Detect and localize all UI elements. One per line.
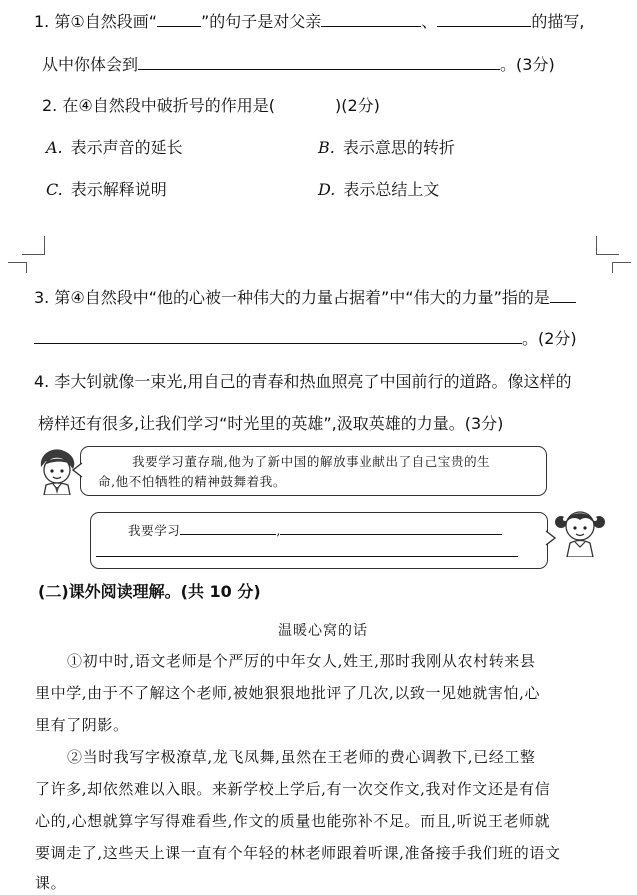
q3-blank-end[interactable] xyxy=(550,284,576,303)
q3-line2 xyxy=(34,325,577,349)
answer-comma: , xyxy=(276,523,281,538)
answer-prefix: 我要学习 xyxy=(128,523,181,538)
q1-text-c: 、 xyxy=(421,12,438,31)
q3-blank[interactable] xyxy=(34,325,522,344)
paragraph-2-line-2: 了许多,却依然难以入眼。来新学校上学后,有一次交作文,我对作文还是有信 xyxy=(35,780,551,798)
q1-blank-1[interactable] xyxy=(321,8,421,27)
q1-blank-3[interactable] xyxy=(138,51,500,70)
option-letter: B. xyxy=(318,138,335,157)
paragraph-2-line-5: 课。 xyxy=(35,874,67,892)
option-text: 表示解释说明 xyxy=(70,180,167,199)
q1-blank-quote[interactable] xyxy=(157,8,201,27)
q2-option-d[interactable] xyxy=(318,177,439,200)
q1-text-b: ”的句子是对父亲 xyxy=(201,12,322,31)
q2-option-a[interactable] xyxy=(46,135,183,158)
paragraph-2-line-3: 心的,心想就算字写得难看些,作文的质量也能弥补不足。而且,听说王老师就 xyxy=(35,812,551,830)
section-2-heading: (二)课外阅读理解。(共 10 分) xyxy=(38,582,261,601)
paragraph-2-line-1: ②当时我写字极潦草,龙飞凤舞,虽然在王老师的费心调教下,已经工整 xyxy=(67,748,536,766)
q2-stem-text: 2. 在④自然段中破折号的作用是( xyxy=(42,96,275,115)
q1-blank-2[interactable] xyxy=(437,8,531,27)
q1-text-d: 的描写, xyxy=(531,12,585,31)
q1-line2-suffix: 。(3分) xyxy=(500,55,555,74)
corner-mark-right-top xyxy=(596,236,619,255)
bubble-tail-left xyxy=(72,462,84,478)
paragraph-1-line-3: 里有了阴影。 xyxy=(35,716,129,734)
q1-line2 xyxy=(42,51,555,75)
q2-stem xyxy=(42,93,380,116)
answer-blank-3[interactable] xyxy=(96,556,518,557)
answer-blank-1[interactable] xyxy=(180,520,276,535)
answer-line-1 xyxy=(128,520,502,539)
corner-mark-left-top xyxy=(22,236,45,255)
q1-line2-prefix: 从中你体会到 xyxy=(42,55,139,74)
example-line-2: 命,他不怕牺牲的精神鼓舞着我。 xyxy=(98,474,286,489)
girl-avatar xyxy=(554,505,606,557)
corner-mark-right-bottom xyxy=(612,262,631,273)
q1-text-a: 1. 第①自然段画“ xyxy=(34,12,157,31)
option-text: 表示意思的转折 xyxy=(342,138,455,157)
option-letter: A. xyxy=(46,138,63,157)
option-text: 表示声音的延长 xyxy=(70,138,183,157)
q4-line2: 榜样还有很多,让我们学习“时光里的英雄”,汲取英雄的力量。(3分) xyxy=(38,414,504,433)
paragraph-1-line-2: 里中学,由于不了解这个老师,被她狠狠地批评了几次,以致一见她就害怕,心 xyxy=(35,684,541,702)
q2-stem-end: )(2分) xyxy=(334,96,380,115)
paragraph-1-line-1: ①初中时,语文老师是个严厉的中年女人,姓王,那时我刚从农村转来县 xyxy=(67,652,536,670)
q3-line2-suffix: 。(2分) xyxy=(522,329,577,348)
q2-option-b[interactable] xyxy=(318,135,455,158)
q3-line1 xyxy=(34,284,576,308)
passage-title: 温暖心窝的话 xyxy=(278,623,368,639)
option-text: 表示总结上文 xyxy=(343,180,440,199)
option-letter: C. xyxy=(46,180,63,199)
example-line-1: 我要学习董存瑞,他为了新中国的解放事业献出了自己宝贵的生 xyxy=(132,454,491,469)
q3-text: 3. 第④自然段中“他的心被一种伟大的力量占据着”中“伟大的力量”指的是 xyxy=(34,288,550,307)
q1-line1 xyxy=(34,8,584,32)
corner-mark-left-bottom xyxy=(8,262,27,273)
paragraph-2-line-4: 要调走了,这些天上课一直有个年轻的林老师跟着听课,准备接手我们班的语文 xyxy=(35,844,561,862)
option-letter: D. xyxy=(318,180,336,199)
q2-option-c[interactable] xyxy=(46,177,167,200)
q4-line1: 4. 李大钊就像一束光,用自己的青春和热血照亮了中国前行的道路。像这样的 xyxy=(34,372,572,391)
answer-blank-2[interactable] xyxy=(280,520,502,535)
